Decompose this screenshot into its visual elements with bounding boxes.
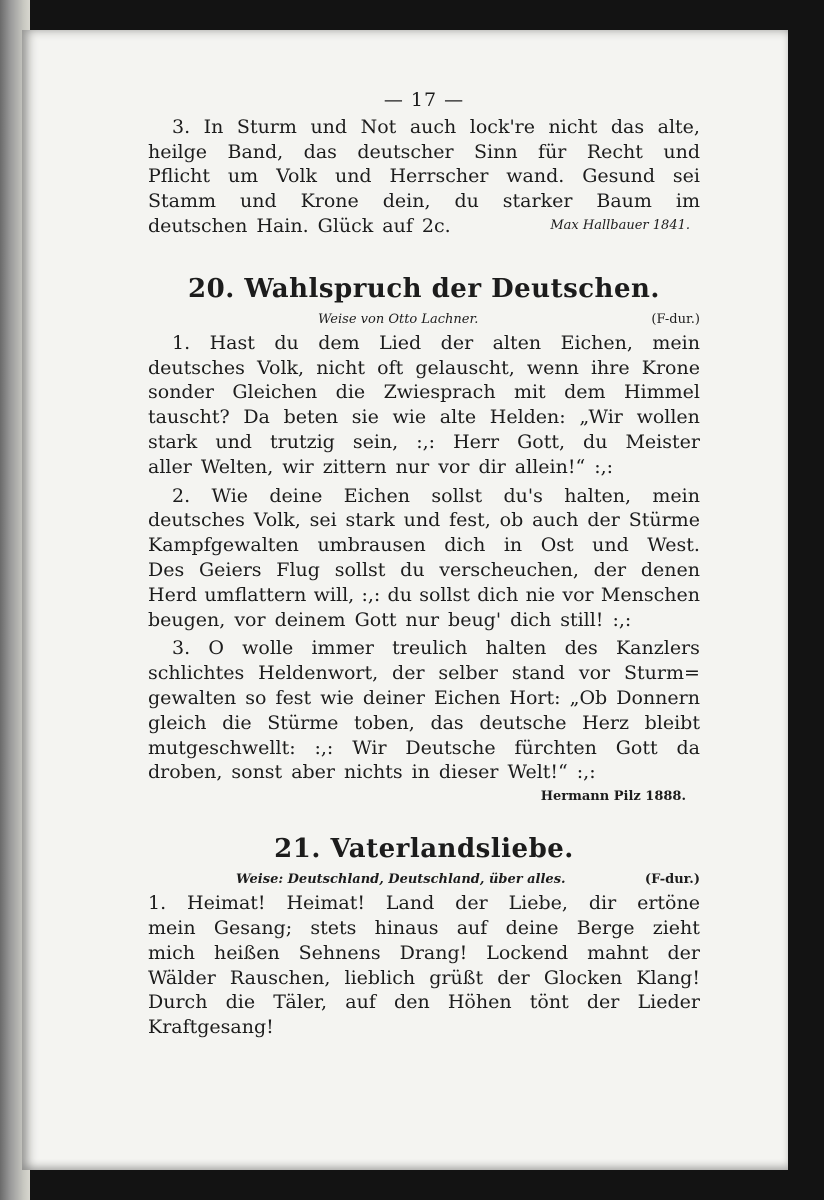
text-line — [148, 711, 700, 736]
word: Ost — [540, 534, 574, 557]
word: Stürme — [628, 509, 700, 532]
word: Herz — [582, 711, 629, 734]
word: O — [208, 637, 224, 660]
page-number: — 17 — — [383, 89, 465, 111]
text-line — [148, 661, 700, 686]
word: alten — [492, 331, 542, 354]
text-line — [148, 164, 700, 189]
word: Geiers — [198, 558, 262, 581]
word: Recht — [586, 140, 643, 163]
melody-credit: Weise von Otto Lachner. — [318, 311, 479, 327]
word: sollst — [419, 583, 470, 606]
text-line — [148, 891, 700, 916]
word: und — [592, 534, 629, 557]
word: vor — [562, 583, 594, 606]
word: Band, — [227, 140, 284, 163]
word: alte, — [657, 115, 700, 138]
word: toben, — [354, 711, 415, 734]
word: :,: — [576, 761, 596, 784]
stanza-1 — [148, 891, 700, 1040]
word: Liebe, — [508, 892, 568, 915]
word: zieht — [652, 916, 700, 939]
word: 3. — [172, 637, 191, 660]
word: Volk — [276, 165, 318, 188]
word: in — [411, 761, 430, 784]
word: immer — [311, 637, 374, 660]
text-line — [148, 430, 700, 455]
stanza-2 — [148, 484, 700, 633]
word: die — [222, 711, 252, 734]
word: Lockend — [486, 941, 569, 964]
word: ertöne — [637, 892, 700, 915]
word: Zwiesprach — [383, 381, 496, 404]
word: und — [239, 190, 277, 213]
word: dem — [318, 331, 360, 354]
word: dieser — [438, 761, 499, 784]
word: schlichtes — [148, 662, 245, 685]
text-line — [148, 760, 700, 785]
word: Hast — [209, 331, 255, 354]
word: dich — [444, 534, 486, 557]
word: du — [454, 190, 479, 213]
word: sonder — [148, 381, 214, 404]
word: wand. — [506, 165, 565, 188]
word: und — [663, 140, 700, 163]
text-line — [148, 941, 700, 966]
word: wolle — [242, 637, 294, 660]
text-line — [148, 533, 700, 558]
word: „Ob — [569, 686, 608, 709]
word: das — [303, 140, 337, 163]
word: deine — [269, 484, 323, 507]
word: nichts — [344, 761, 403, 784]
melody-line-21 — [148, 869, 700, 891]
word: heißen — [213, 941, 280, 964]
word: Da — [243, 406, 270, 429]
word: fest — [275, 686, 312, 709]
word: der — [667, 941, 700, 964]
word: Täler, — [273, 991, 328, 1014]
word: sollst — [334, 558, 386, 581]
word: Kampfgewalten — [148, 534, 299, 557]
word: wir — [282, 455, 314, 478]
word: sei — [309, 509, 337, 532]
word: um — [227, 165, 259, 188]
stanza-1 — [148, 331, 700, 480]
word: auf — [382, 214, 413, 237]
word: tauscht? — [148, 406, 230, 429]
word: nur — [405, 608, 440, 631]
word: Volk, — [257, 356, 305, 379]
word: Gesund — [582, 165, 655, 188]
word: Sturm= — [624, 662, 700, 685]
word: treulich — [392, 637, 468, 660]
word: Baum — [596, 190, 652, 213]
word: fürchten — [514, 736, 597, 759]
word: still! — [560, 608, 604, 631]
word: ihre — [590, 356, 630, 379]
word: vor — [234, 608, 266, 631]
word: hinaus — [374, 916, 439, 939]
key-signature: (F-dur.) — [644, 872, 700, 888]
word: im — [675, 190, 700, 213]
text-line — [148, 966, 700, 991]
word: da — [676, 736, 700, 759]
text-line — [148, 140, 700, 165]
text-line — [148, 455, 700, 480]
word: oft — [377, 356, 404, 379]
word: aller — [148, 455, 192, 478]
word: deine — [505, 916, 559, 939]
word: Deutsche — [405, 736, 496, 759]
word: du — [274, 331, 299, 354]
word: 1. — [172, 331, 191, 354]
text-line — [148, 736, 700, 761]
text-line — [148, 686, 700, 711]
word: mein — [652, 331, 700, 354]
word: Gott, — [517, 430, 566, 453]
word: der — [593, 558, 627, 581]
word: Herr — [453, 430, 500, 453]
word: Heimat! — [286, 892, 365, 915]
word: Hort: — [509, 686, 561, 709]
word: Drang! — [399, 941, 468, 964]
stanza-3 — [148, 636, 700, 785]
song-title-21: 21. Vaterlandsliebe. — [274, 834, 574, 865]
word: beugen, — [148, 608, 226, 631]
word: auch — [409, 115, 457, 138]
word: mahnt — [587, 941, 649, 964]
word: wollen — [636, 406, 700, 429]
word: West. — [647, 534, 700, 557]
word: zittern — [322, 455, 387, 478]
melody-line-20 — [148, 309, 700, 331]
word: droben, — [148, 761, 223, 784]
word: :,: — [361, 583, 381, 606]
word: sonst — [231, 761, 283, 784]
word: 2c. — [421, 214, 451, 237]
word: Krone — [641, 356, 700, 379]
word: sei — [672, 165, 700, 188]
word: stark — [345, 509, 395, 532]
text-line — [148, 1015, 700, 1040]
text-line — [148, 636, 700, 661]
word: lieblich — [344, 966, 416, 989]
word: deinem — [274, 608, 346, 631]
word: Herrscher — [389, 165, 489, 188]
word: der — [455, 892, 488, 915]
word: bleibt — [644, 711, 700, 734]
word: heilge — [148, 140, 208, 163]
word: :,: — [416, 430, 436, 453]
word: Des — [148, 558, 185, 581]
text-line — [148, 990, 700, 1015]
word: Welten, — [200, 455, 274, 478]
word: deutsche — [479, 711, 567, 734]
word: Gesang; — [213, 916, 293, 939]
word: Glück — [317, 214, 374, 237]
word: du — [583, 430, 608, 453]
word: du — [400, 558, 425, 581]
word: umflattern — [204, 583, 307, 606]
word: der — [440, 331, 474, 354]
word: :,: — [612, 608, 632, 631]
word: Heimat! — [187, 892, 266, 915]
word: und — [310, 115, 348, 138]
word: wie — [392, 406, 427, 429]
word: Sturm — [236, 115, 297, 138]
text-line — [148, 380, 700, 405]
word: Eichen — [434, 686, 501, 709]
word: Meister — [625, 430, 700, 453]
text-line — [148, 508, 700, 533]
word: halten, — [564, 484, 631, 507]
word: Höhen — [447, 991, 512, 1014]
word: dir — [478, 455, 506, 478]
word: Rauschen, — [229, 966, 331, 989]
melody-credit: Weise: Deutschland, Deutschland, über alles. — [236, 872, 566, 888]
word: Volk, — [253, 509, 301, 532]
word: so — [245, 686, 267, 709]
word: umbrausen — [317, 534, 426, 557]
word: stark — [148, 430, 198, 453]
word: Himmel — [623, 381, 700, 404]
word: Glocken — [543, 966, 623, 989]
word: allein!“ — [514, 455, 586, 478]
word: lock're — [469, 115, 536, 138]
word: in — [503, 534, 523, 557]
word: Sinn — [474, 140, 518, 163]
word: mein — [148, 916, 196, 939]
word: auf — [345, 991, 376, 1014]
word: Donnern — [616, 686, 700, 709]
word: der — [392, 662, 425, 685]
word: Durch — [148, 991, 208, 1014]
word: mein — [652, 484, 700, 507]
word: wenn — [526, 356, 579, 379]
word: Wie — [211, 484, 249, 507]
word: Hain. — [256, 214, 309, 237]
word: mutgeschwellt: — [148, 736, 296, 759]
text-line — [148, 484, 700, 509]
word: dein, — [382, 190, 431, 213]
word: das — [430, 711, 464, 734]
word: und — [215, 430, 252, 453]
word: nie — [525, 583, 556, 606]
text-line — [148, 583, 700, 608]
word: tönt — [529, 991, 569, 1014]
word: Wir — [352, 736, 387, 759]
word: nicht — [316, 356, 366, 379]
word: den — [394, 991, 430, 1014]
author-credit: Hermann Pilz 1888. — [540, 789, 686, 805]
author-credit: Max Hallbauer 1841. — [550, 217, 690, 233]
word: der — [587, 509, 620, 532]
word: beten — [283, 406, 339, 429]
word: auf — [456, 916, 488, 939]
word: nur — [395, 455, 430, 478]
word: Herd — [148, 583, 198, 606]
word: Gott — [615, 736, 658, 759]
word: nicht — [548, 115, 598, 138]
word: Helden: — [489, 406, 566, 429]
word: sie — [351, 406, 379, 429]
text-line — [148, 115, 700, 140]
text-line — [148, 916, 700, 941]
word: denen — [640, 558, 700, 581]
word: sein, — [352, 430, 399, 453]
word: stand — [511, 662, 565, 685]
word: stets — [310, 916, 357, 939]
page-content — [148, 88, 700, 1040]
word: Pflicht — [148, 165, 211, 188]
word: deutschen — [148, 214, 248, 237]
text-line — [148, 214, 700, 239]
word: Heldenwort, — [258, 662, 379, 685]
text-line — [148, 558, 700, 583]
text-line — [148, 189, 700, 214]
word: deutscher — [357, 140, 454, 163]
text-line — [148, 356, 700, 381]
word: dir — [588, 892, 617, 915]
word: Kraftgesang! — [148, 1016, 274, 1039]
word: 3. — [172, 115, 191, 138]
word: du's — [503, 484, 543, 507]
word: Lieder — [637, 991, 700, 1014]
key-signature: (F-dur.) — [651, 311, 700, 327]
word: selber — [438, 662, 498, 685]
word: deutsches — [148, 356, 245, 379]
word: für — [538, 140, 567, 163]
word: deutsches — [148, 509, 245, 532]
word: dich — [477, 583, 519, 606]
word: grüßt — [429, 966, 484, 989]
word: Land — [385, 892, 435, 915]
word: aber — [291, 761, 336, 784]
word: Klang! — [636, 966, 700, 989]
word: deiner — [362, 686, 425, 709]
word: der — [497, 966, 530, 989]
word: In — [203, 115, 224, 138]
word: will, — [313, 583, 355, 606]
word: „Wir — [579, 406, 623, 429]
word: die — [335, 381, 366, 404]
word: und — [403, 509, 441, 532]
word: gelauscht, — [415, 356, 515, 379]
text-line — [148, 608, 700, 633]
word: Menschen — [600, 583, 700, 606]
word: Flug — [276, 558, 320, 581]
word: der — [586, 991, 620, 1014]
word: gleich — [148, 711, 207, 734]
word: vor — [438, 455, 470, 478]
word: Kanzlers — [615, 637, 700, 660]
word: wie — [320, 686, 354, 709]
word: Eichen, — [560, 331, 633, 354]
word: auch — [532, 509, 579, 532]
word: Sehnens — [298, 941, 381, 964]
word: Wälder — [148, 966, 216, 989]
word: 1. — [148, 892, 167, 915]
word: Lied — [379, 331, 422, 354]
word: starker — [502, 190, 573, 213]
word: du — [387, 583, 412, 606]
word: dich — [510, 608, 552, 631]
word: und — [334, 165, 372, 188]
word: mit — [513, 381, 546, 404]
word: mich — [148, 941, 195, 964]
word: Gott — [354, 608, 397, 631]
word: Berge — [576, 916, 635, 939]
word: gewalten — [148, 686, 237, 709]
word: Gleichen — [232, 381, 318, 404]
word: des — [564, 637, 598, 660]
word: Stürme — [267, 711, 339, 734]
word: dem — [564, 381, 606, 404]
word: beug' — [448, 608, 502, 631]
word: ob — [499, 509, 524, 532]
word: Stamm — [148, 190, 217, 213]
word: halten — [485, 637, 547, 660]
word: verscheuchen, — [439, 558, 579, 581]
text-line — [148, 331, 700, 356]
word: sollst — [431, 484, 483, 507]
word: trutzig — [269, 430, 335, 453]
text-line — [148, 405, 700, 430]
word: 2. — [172, 484, 191, 507]
word: :,: — [594, 455, 614, 478]
word: Welt!“ — [507, 761, 568, 784]
word: Not — [360, 115, 397, 138]
word: vor — [578, 662, 611, 685]
word: Krone — [300, 190, 359, 213]
stanza-continued — [148, 115, 700, 239]
book-page — [22, 30, 788, 1170]
word: fest, — [449, 509, 491, 532]
word: :,: — [314, 736, 334, 759]
word: Eichen — [343, 484, 411, 507]
song-title-20: 20. Wahlspruch der Deutschen. — [188, 273, 660, 304]
word: alte — [439, 406, 477, 429]
word: das — [610, 115, 645, 138]
word: die — [225, 991, 256, 1014]
